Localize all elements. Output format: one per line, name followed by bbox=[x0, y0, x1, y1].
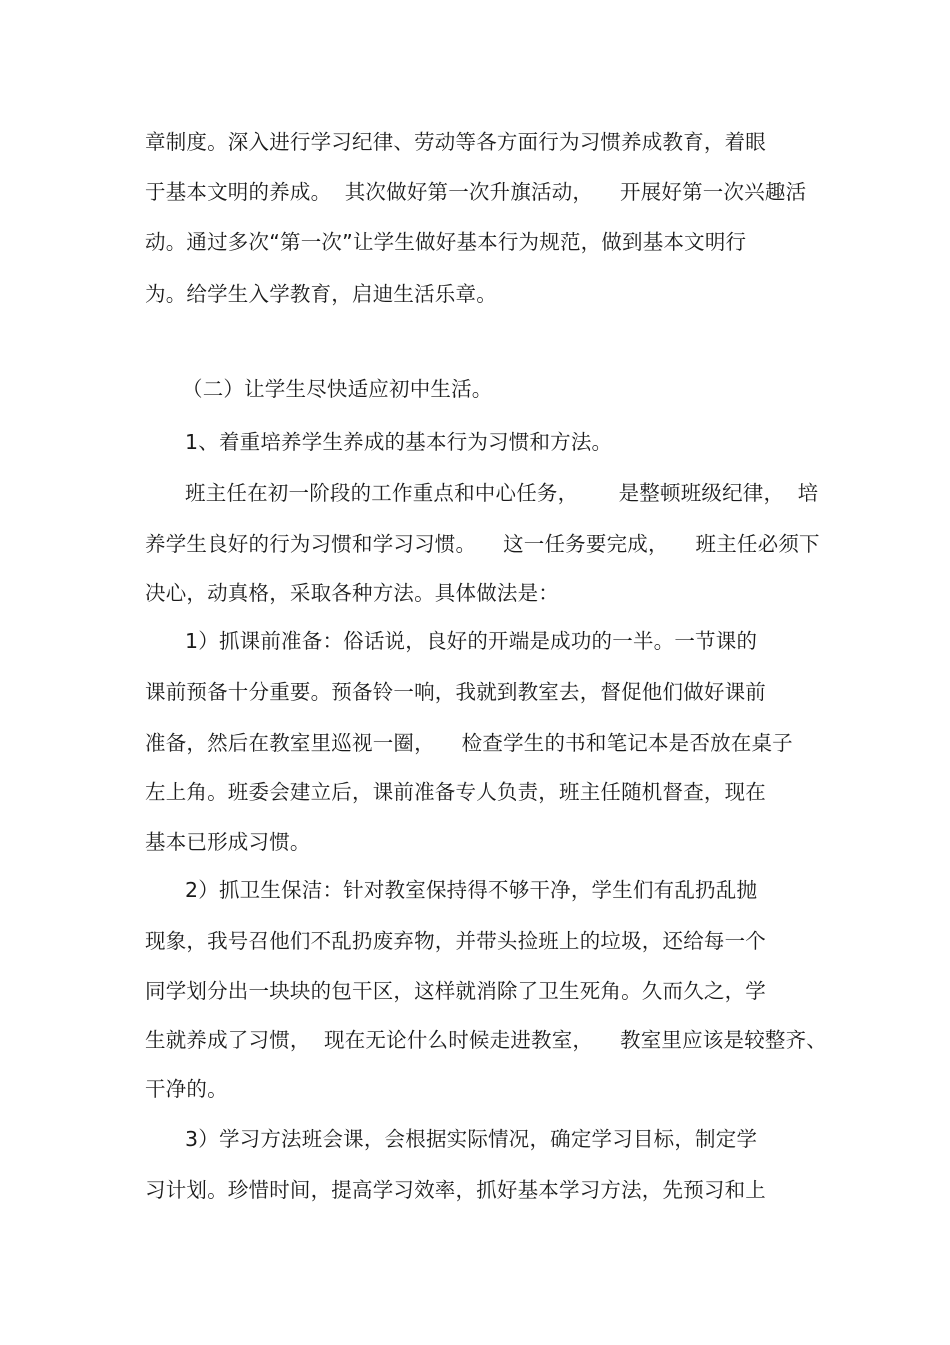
text-line: 章制度。深入进行学习纪律、劳动等各方面行为习惯养成教育，着眼 bbox=[145, 130, 766, 154]
text-line: 生就养成了习惯， 现在无论什么时候走进教室， 教室里应该是较整齐、 bbox=[145, 1028, 827, 1052]
text-line: 为。给学生入学教育，启迪生活乐章。 bbox=[145, 282, 497, 306]
text-line: 左上角。班委会建立后，课前准备专人负责，班主任随机督查，现在 bbox=[145, 780, 766, 804]
text-line: 习计划。珍惜时间，提高学习效率，抓好基本学习方法，先预习和上 bbox=[145, 1178, 766, 1202]
text-line: 养学生良好的行为习惯和学习习惯。 这一任务要完成， 班主任必须下 bbox=[145, 532, 820, 556]
text-line: 基本已形成习惯。 bbox=[145, 830, 311, 854]
text-line: 准备，然后在教室里巡视一圈， 检查学生的书和笔记本是否放在桌子 bbox=[145, 731, 793, 755]
text-line: 决心，动真格，采取各种方法。具体做法是： bbox=[145, 581, 559, 605]
text-line: 3）学习方法班会课，会根据实际情况，确定学习目标，制定学 bbox=[185, 1127, 758, 1151]
text-line: 干净的。 bbox=[145, 1077, 228, 1101]
text-line: 2）抓卫生保洁：针对教室保持得不够干净，学生们有乱扔乱抛 bbox=[185, 878, 758, 902]
text-line: 现象，我号召他们不乱扔废弃物，并带头捡班上的垃圾，还给每一个 bbox=[145, 929, 766, 953]
text-line: 1）抓课前准备：俗话说，良好的开端是成功的一半。一节课的 bbox=[185, 629, 758, 653]
text-line: 班主任在初一阶段的工作重点和中心任务， 是整顿班级纪律， 培 bbox=[185, 481, 819, 505]
text-line: 动。通过多次“第一次”让学生做好基本行为规范，做到基本文明行 bbox=[145, 230, 747, 254]
section-heading: （二）让学生尽快适应初中生活。 bbox=[182, 377, 493, 401]
subsection-heading: 1、着重培养学生养成的基本行为习惯和方法。 bbox=[185, 430, 613, 454]
text-line: 课前预备十分重要。预备铃一响，我就到教室去，督促他们做好课前 bbox=[145, 680, 766, 704]
text-line: 于基本文明的养成。 其次做好第一次升旗活动， 开展好第一次兴趣活 bbox=[145, 180, 807, 204]
text-line: 同学划分出一块块的包干区，这样就消除了卫生死角。久而久之，学 bbox=[145, 979, 766, 1003]
